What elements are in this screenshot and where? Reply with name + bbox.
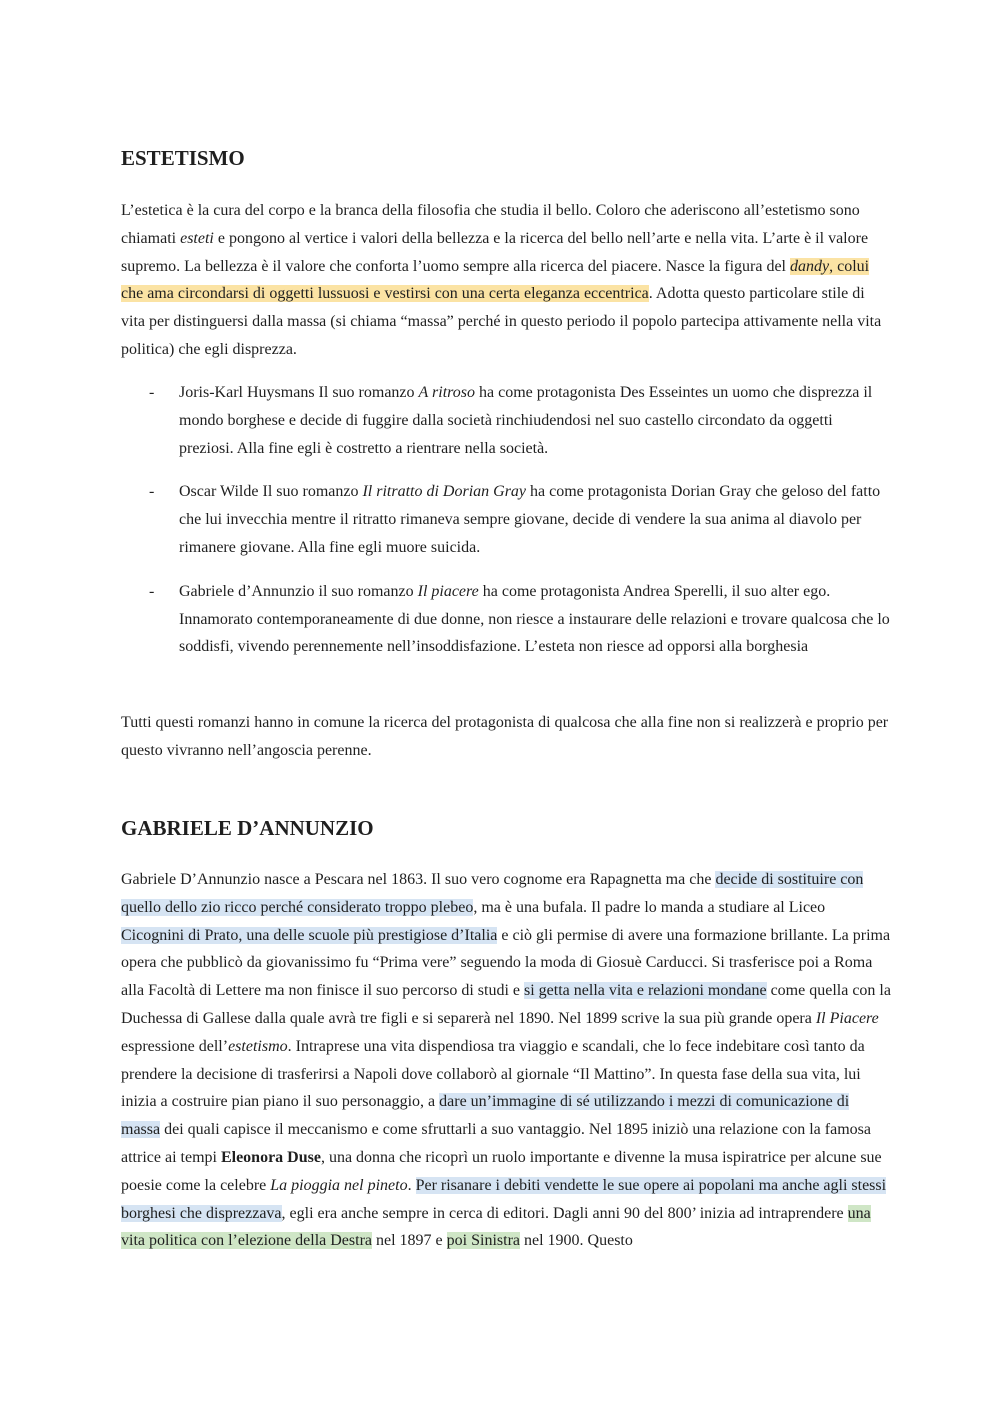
author-name: Gabriele d’Annunzio [179, 582, 315, 600]
bold-name: Eleonora Duse [220, 1148, 321, 1166]
highlight-dandy: dandy, colui che ama circondarsi di oggetti lussuosi e vestirsi con una certa eleganza eccentrica [121, 257, 870, 303]
term-esteti: esteti [180, 229, 214, 247]
section-title-dannunzio: GABRIELE D’ANNUNZIO [121, 816, 374, 840]
novel-title: Il piacere [417, 582, 479, 600]
estetismo-conclusion-paragraph: Tutti questi romanzi hanno in comune la ricerca del protagonista di qualcosa che alla fine non si realizzerà e proprio per questo vivranno nell’angoscia perenne. [121, 714, 889, 759]
highlight-blue: Cicognini di Prato, una delle scuole più prestigiose d’Italia [121, 926, 498, 944]
novel-title: A ritroso [418, 384, 475, 401]
estetismo-intro-paragraph: L’estetica è la cura del corpo e la branca della filosofia che studia il bello. Coloro che aderiscono all’estetismo sono chiamati esteti e pongono al vertice i valori della bellezza e la ricerca del bello nell’arte e nella vita. L’arte è il valore supremo. La bellezza è il valore che conforta l’uomo sempre alla ricerca del piacere. Nasce la figura del dandy, colui che ama circondarsi di oggetti lussuosi e vestirsi con una certa eleganza eccentrica. Adotta questo particolare stile di vita per distinguersi dalla massa (si chiama “massa” perché in questo periodo il popolo partecipa attivamente nella vita politica) che egli disprezza. [121, 202, 882, 358]
highlight-green: poi Sinistra [446, 1232, 520, 1250]
novel-list [121, 379, 891, 677]
novel-title: Il ritratto di Dorian Gray [362, 483, 527, 501]
work-title: La pioggia nel pineto [270, 1176, 408, 1194]
section-title-estetismo: ESTETISMO [121, 146, 245, 170]
highlight-green: una vita politica con l’elezione della Destra [121, 1204, 871, 1250]
highlight-blue: si getta nella vita e relazioni mondane [524, 982, 767, 1000]
author-name: Oscar Wilde [179, 483, 259, 501]
highlight-blue: Per risanare i debiti vendette le sue opere ai popolani ma anche agli stessi borghesi che disprezzava [121, 1176, 887, 1222]
highlight-blue: decide di sostituire con quello dello zio ricco perché considerato troppo plebeo [121, 871, 864, 916]
term-estetismo: estetismo [228, 1037, 288, 1055]
list-item: - Oscar Wilde Il suo romanzo Il ritratto di Dorian Gray ha come protagonista Dorian Gray che geloso del fatto che lui invecchia mentre il ritratto rimaneva sempre giovane, decide di vendere la sua anima al diavolo per rimanere giovane. Alla fine egli muore suicida. [149, 483, 881, 556]
work-title: Il Piacere [815, 1009, 879, 1027]
dannunzio-biography-paragraph: Gabriele D’Annunzio nasce a Pescara nel 1863. Il suo vero cognome era Rapagnetta ma che decide di sostituire con quello dello zio ricco perché considerato troppo plebeo, ma è una bufala. Il padre lo manda a studiare al Liceo Cicognini di Prato, una delle scuole più prestigiose d’Italia e ciò gli permise di avere una formazione brillante. La prima opera che pubblicò da giovanissimo fu “Prima vere” seguendo la moda di Giosuè Carducci. Si trasferisce poi a Roma alla Facoltà di Lettere ma non finisce il suo percorso di studi e si getta nella vita e relazioni mondane come quella con la Duchessa di Gallese dalla quale avrà tre figli e si separerà nel 1890. Nel 1899 scrive la sua più grande opera Il Piacere espressione dell’estetismo. Intraprese una vita dispendiosa tra viaggio e scandali, che lo fece indebitare così tanto da prendere la decisione di trasferirsi a Napoli dove collaborò al giornale “Il Mattino”. In questa fase della sua vita, lui inizia a costruire pian piano il suo personaggio, a dare un’immagine di sé utilizzando i mezzi di comunicazione di massa dei quali capisce il meccanismo e come sfruttarli a suo vantaggio. Nel 1895 iniziò una relazione con la famosa attrice ai tempi Eleonora Duse, una donna che ricoprì un ruolo importante e divenne la musa ispiratrice per alcune sue poesie come la celebre La pioggia nel pineto. Per risanare i debiti vendette le sue opere ai popolani ma anche agli stessi borghesi che disprezzava, egli era anche sempre in cerca di editori. Dagli anni 90 del 800’ inizia ad intraprendere una vita politica con l’elezione della Destra nel 1897 e poi Sinistra nel 1900. Questo [121, 871, 891, 1250]
author-name: Joris-Karl Huysmans [179, 384, 315, 401]
highlight-blue: dare un’immagine di sé utilizzando i mezzi di comunicazione di massa [121, 1093, 850, 1139]
list-item: - Joris-Karl Huysmans Il suo romanzo A ritroso ha come protagonista Des Esseintes un uomo che disprezza il mondo borghese e decide di fuggire dalla società rinchiudendosi nel suo castello circondato da oggetti preziosi. Alla fine egli è costretto a rientrare nella società. [149, 384, 873, 457]
list-item: - Gabriele d’Annunzio il suo romanzo Il piacere ha come protagonista Andrea Sperelli, il suo alter ego. Innamorato contemporaneamente di due donne, non riesce a instaurare delle relazioni e trovare qualcosa che lo soddisfi, vivendo perennemente nell’insoddisfazione. L’esteta non riesce ad opporsi alla borghesia [149, 582, 890, 656]
